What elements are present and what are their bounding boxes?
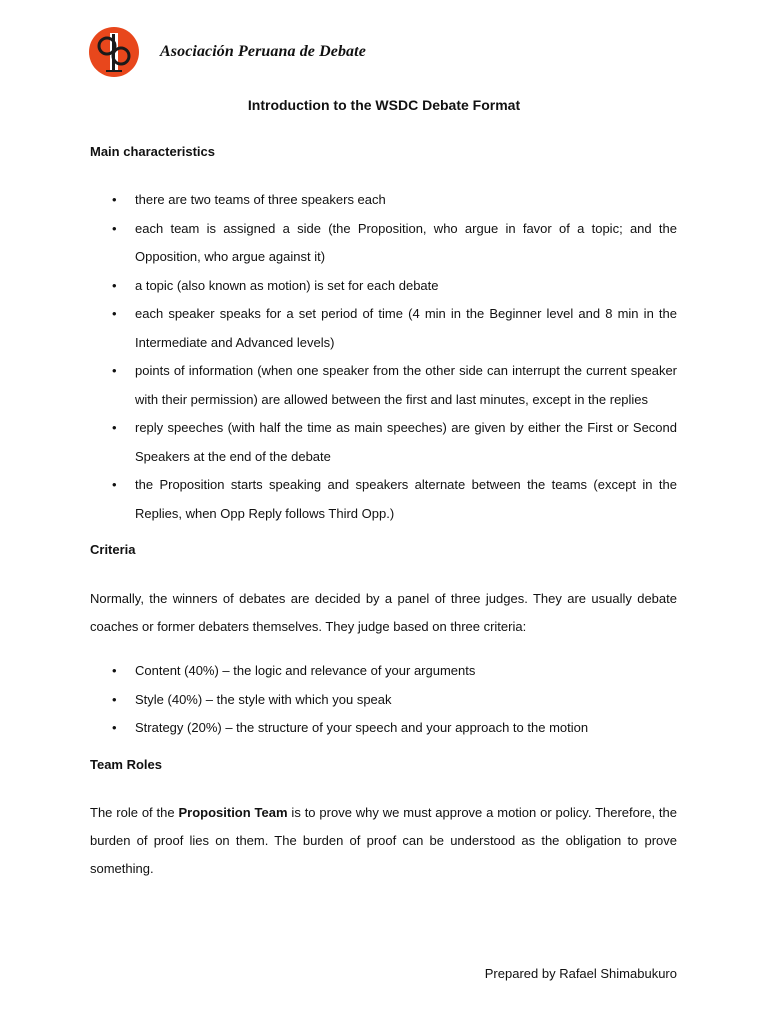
list-item: • reply speeches (with half the time as main speeches) are given by either the First or Second Speakers at the end of the debate xyxy=(90,414,677,471)
list-item: • points of information (when one speaker from the other side can interrupt the current speaker with their permission) are allowed between the first and last minutes, except in the replies xyxy=(90,357,677,414)
list-item: • each team is assigned a side (the Proposition, who argue in favor of a topic; and the Opposition, who argue against it) xyxy=(90,215,677,272)
list-item: • Content (40%) – the logic and relevance of your arguments xyxy=(90,657,677,686)
document-footer: Prepared by Rafael Shimabukuro xyxy=(484,966,677,981)
list-item: • a topic (also known as motion) is set for each debate xyxy=(90,272,677,301)
section-heading-main: Main characteristics xyxy=(90,144,216,159)
list-item: • Style (40%) – the style with which you speak xyxy=(90,686,677,715)
organization-name: Asociación Peruana de Debate xyxy=(160,43,366,60)
section-heading-team-roles: Team Roles xyxy=(90,756,163,772)
roles-text-bold: Proposition Team xyxy=(178,804,288,820)
criteria-paragraph: Normally, the winners of debates are decided by a panel of three judges. They are usually debate coaches or former debaters themselves. They judge based on three criteria: xyxy=(90,591,677,634)
roles-text-start: The role of the xyxy=(90,804,179,820)
roles-text-end: is to prove why we must approve a motion or policy. Therefore, the burden of proof lies on them. The burden of proof can be understood as the obligation to prove something. xyxy=(90,804,677,876)
main-characteristics-list xyxy=(90,186,677,528)
apd-logo-icon xyxy=(88,26,140,78)
list-item: • there are two teams of three speakers each xyxy=(90,186,677,215)
section-heading-criteria: Criteria xyxy=(90,542,136,557)
list-item: • each speaker speaks for a set period of time (4 min in the Beginner level and 8 min in the Intermediate and Advanced levels) xyxy=(90,300,677,357)
document-body xyxy=(90,142,677,883)
document-header xyxy=(88,24,378,80)
list-item: • the Proposition starts speaking and speakers alternate between the teams (except in the Replies, when Opp Reply follows Third Opp.) xyxy=(90,471,677,528)
list-item: • Strategy (20%) – the structure of your speech and your approach to the motion xyxy=(90,714,677,743)
team-roles-paragraph xyxy=(90,799,677,883)
document-title: Introduction to the WSDC Debate Format xyxy=(247,97,521,113)
criteria-list xyxy=(90,657,677,743)
